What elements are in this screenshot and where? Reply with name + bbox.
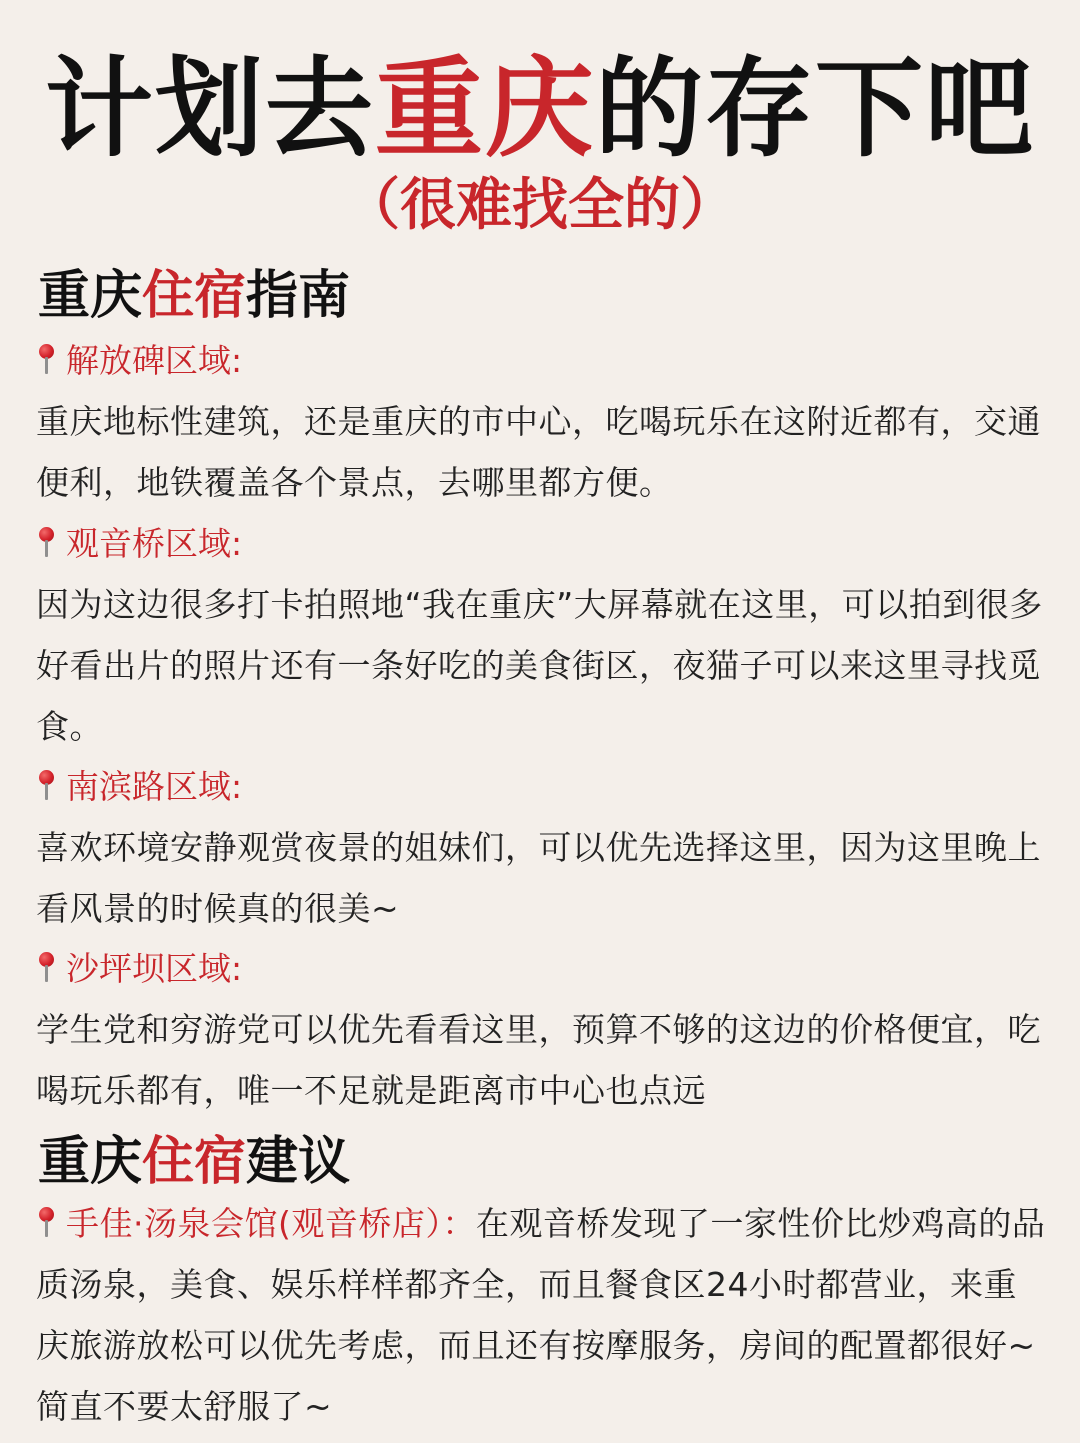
recommendation-text: 在观音桥发现了一家性价比炒鸡高的品质汤泉，美食、娱乐样样都齐全，而且餐食区24小时都营业，来重庆旅游放松可以优先考虑，而且还有按摩服务，房间的配置都很好~简直不要太舒服了~ xyxy=(36,1204,1046,1426)
section-heading-advice xyxy=(38,1130,350,1194)
section-heading-guide xyxy=(38,264,350,328)
pushpin-icon xyxy=(36,950,58,984)
pushpin-icon xyxy=(36,342,58,376)
pushpin-icon xyxy=(36,768,58,802)
title-part-1: 计划去 xyxy=(44,47,375,172)
section-heading-part-2: 指南 xyxy=(246,265,351,326)
area-title-nanbinlu xyxy=(36,764,242,810)
area-description-shapingba: 学生党和穷游党可以优先看看这里，预算不够的这边的价格便宜，吃喝玩乐都有，唯一不足就是距离市中心也点远 xyxy=(36,1010,1041,1110)
area-title-jiefangbei xyxy=(36,338,242,384)
recommendation-name: 手佳·汤泉会馆(观音桥店）： xyxy=(66,1204,476,1243)
section-heading-part-1: 重庆 xyxy=(38,265,143,326)
area-description-guanyinqiao: 因为这边很多打卡拍照地“我在重庆”大屏幕就在这里，可以拍到很多好看出片的照片还有一条好吃的美食街区，夜猫子可以来这里寻找觅食。 xyxy=(36,585,1043,746)
page-title xyxy=(0,48,1080,172)
section-heading-part-2: 建议 xyxy=(246,1131,351,1192)
title-part-2: 的存下吧 xyxy=(595,47,1036,172)
area-description-nanbinlu: 喜欢环境安静观赏夜景的姐妹们，可以优先选择这里，因为这里晚上看风景的时候真的很美~ xyxy=(36,828,1041,928)
section-heading-part-1: 重庆 xyxy=(38,1131,143,1192)
area-name: 解放碑区域: xyxy=(66,341,243,380)
page-subtitle: （很难找全的） xyxy=(344,173,736,238)
pushpin-icon xyxy=(36,1205,58,1239)
recommendation-item xyxy=(36,1193,1046,1437)
pushpin-icon xyxy=(36,525,58,559)
area-title-shapingba xyxy=(36,946,242,992)
section-heading-accent: 住宿 xyxy=(142,265,247,326)
area-name: 南滨路区域: xyxy=(66,767,243,806)
area-name: 沙坪坝区域: xyxy=(66,949,243,988)
area-description-jiefangbei: 重庆地标性建筑，还是重庆的市中心，吃喝玩乐在这附近都有，交通便利，地铁覆盖各个景点，去哪里都方便。 xyxy=(36,402,1041,502)
area-title-guanyinqiao xyxy=(36,521,242,567)
title-accent: 重庆 xyxy=(374,47,595,172)
area-name: 观音桥区域: xyxy=(66,524,243,563)
section-heading-accent: 住宿 xyxy=(142,1131,247,1192)
